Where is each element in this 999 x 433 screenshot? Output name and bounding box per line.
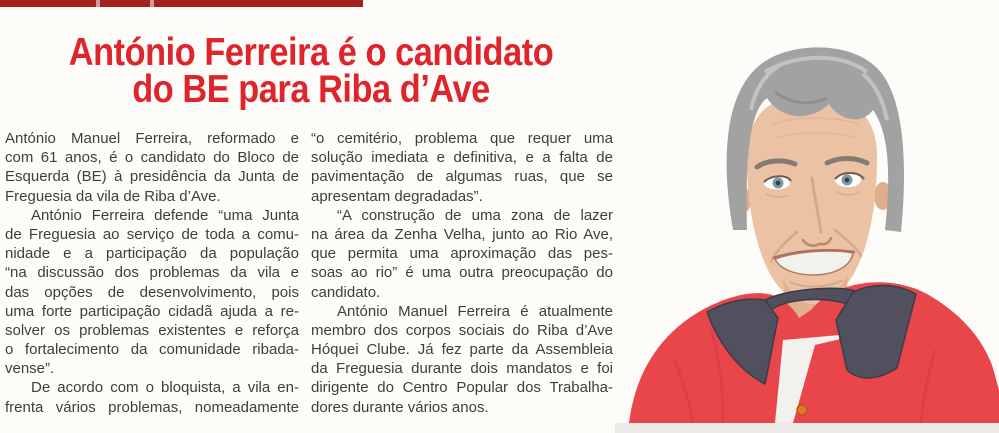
- article-line: “o cemitério, problema que requer uma: [311, 130, 613, 147]
- candidate-photo: [615, 0, 999, 433]
- article-line: de Freguesia ao serviço de toda a comu-: [5, 225, 299, 243]
- article-line: membro dos corpos sociais do Riba d’Ave: [311, 321, 613, 339]
- article-line: António Manuel Ferreira, reformado e: [5, 130, 299, 147]
- article-line: que permita uma aproximação das pes-: [311, 245, 613, 263]
- article-column-1: [5, 129, 299, 417]
- article-line: Esquerda (BE) à presidência da Junta de: [5, 168, 299, 186]
- photo-bottom-edge: [615, 423, 999, 433]
- masthead-bar-notch: [96, 0, 100, 7]
- article-line: António Ferreira defende “uma Junta: [31, 206, 299, 224]
- article-line: o fortalecimento da comunidade ribada-: [5, 341, 299, 359]
- article-column-2: [311, 129, 613, 417]
- article-line: soas ao rio” é uma outra preocupação do: [311, 264, 613, 282]
- article-line: pavimentação de algumas ruas, que se: [311, 168, 613, 186]
- article-line: solver os problemas existentes e reforça: [5, 321, 299, 339]
- face: [747, 94, 877, 308]
- article-line: frenta vários problemas, nomeadamente: [5, 398, 299, 416]
- article-line: vense”.: [5, 360, 55, 378]
- masthead-red-bar: [0, 0, 363, 7]
- article-line: da Freguesia durante dois mandatos e foi: [311, 360, 613, 378]
- headline-line-1: António Ferreira é o candidato: [68, 31, 554, 74]
- article-line: “A construção de uma zona de lazer: [337, 206, 613, 224]
- article-line: com 61 anos, é o candidato do Bloco de: [5, 149, 299, 167]
- shirt-button: [797, 405, 807, 415]
- article-line: apresentam degradadas”.: [311, 187, 483, 205]
- article-line: António Manuel Ferreira é atualmente: [337, 302, 613, 320]
- article-line: solução imediata e definitiva, e a falta de: [311, 149, 613, 167]
- article-line: das opções de desenvolvimento, pois: [5, 283, 299, 301]
- article-line: De acordo com o bloquista, a vila en-: [31, 379, 299, 397]
- masthead-bar-notch: [150, 0, 154, 7]
- article-line: Freguesia da vila de Riba d’Ave.: [5, 187, 221, 205]
- article-line: dirigente do Centro Popular dos Trabalha-: [311, 379, 613, 397]
- article-line: nidade e a participação da população: [5, 245, 299, 263]
- headline: [0, 31, 622, 111]
- article-line: “na discussão dos problemas da vila e: [5, 264, 299, 282]
- article-body: [5, 129, 613, 417]
- headline-line-2: do BE para Riba d’Ave: [132, 68, 490, 111]
- article-line: uma forte participação cidadã ajuda a re-: [5, 302, 299, 320]
- article-line: Hóquei Clube. Já fez parte da Assembleia: [311, 341, 613, 359]
- article-line: candidato.: [311, 283, 381, 301]
- article-line: dores durante vários anos.: [311, 398, 489, 416]
- article-line: na área da Zenha Velha, junto ao Rio Ave,: [311, 225, 613, 243]
